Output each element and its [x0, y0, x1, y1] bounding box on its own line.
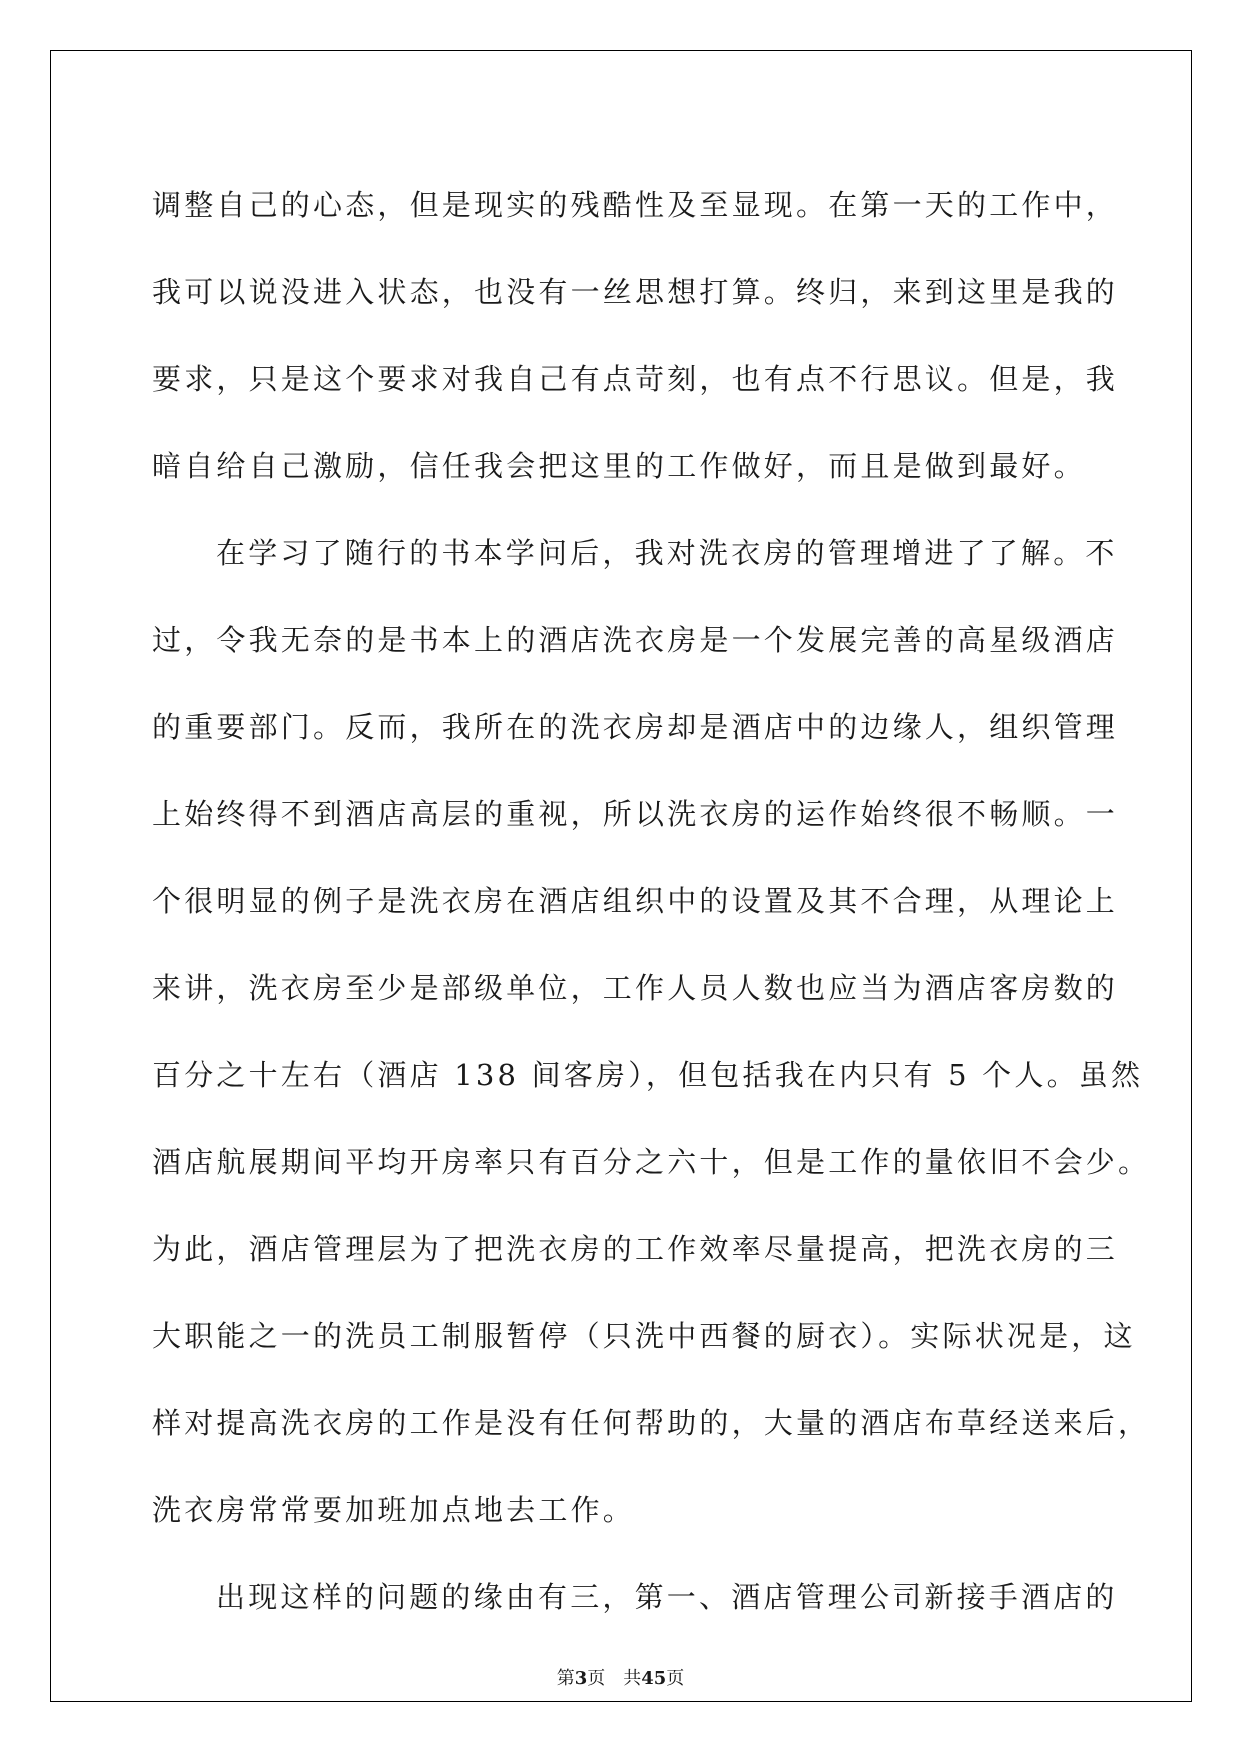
text-line: 要求，只是这个要求对我自己有点苛刻，也有点不行思议。但是，我: [152, 362, 1119, 396]
page-number: 3: [574, 1668, 588, 1689]
text-line: 的重要部门。反而，我所在的洗衣房却是酒店中的边缘人，组织管理: [152, 710, 1119, 744]
text-line: 来讲，洗衣房至少是部级单位，工作人员人数也应当为酒店客房数的: [152, 971, 1119, 1005]
text-line: 调整自己的心态，但是现实的残酷性及至显现。在第一天的工作中，: [152, 188, 1119, 222]
total-prefix: 共: [623, 1668, 642, 1689]
page-prefix: 第: [556, 1668, 575, 1689]
text-line: 百分之十左右（酒店 138 间客房），但包括我在内只有 5 个人。虽然: [152, 1058, 1144, 1092]
text-line-paragraph-start: 在学习了随行的书本学问后，我对洗衣房的管理增进了了解。不: [216, 536, 1118, 570]
text-line: 大职能之一的洗员工制服暂停（只洗中西餐的厨衣）。实际状况是，这: [152, 1319, 1136, 1353]
text-line: 我可以说没进入状态，也没有一丝思想打算。终归，来到这里是我的: [152, 275, 1119, 309]
text-line: 洗衣房常常要加班加点地去工作。: [152, 1493, 636, 1527]
text-line: 为此，酒店管理层为了把洗衣房的工作效率尽量提高，把洗衣房的三: [152, 1232, 1119, 1266]
text-line: 酒店航展期间平均开房率只有百分之六十，但是工作的量依旧不会少。: [152, 1145, 1151, 1179]
text-line: 暗自给自己激励，信任我会把这里的工作做好，而且是做到最好。: [152, 449, 1086, 483]
text-line-paragraph-start: 出现这样的问题的缘由有三，第一、酒店管理公司新接手酒店的: [216, 1580, 1118, 1614]
total-pages: 45: [641, 1668, 667, 1689]
page-suffix: 页: [587, 1668, 606, 1689]
text-line: 上始终得不到酒店高层的重视，所以洗衣房的运作始终很不畅顺。一: [152, 797, 1119, 831]
text-line: 个很明显的例子是洗衣房在酒店组织中的设置及其不合理，从理论上: [152, 884, 1119, 918]
page-footer: [0, 1667, 1241, 1691]
text-line: 过，令我无奈的是书本上的酒店洗衣房是一个发展完善的高星级酒店: [152, 623, 1119, 657]
total-suffix: 页: [666, 1668, 685, 1689]
text-line: 样对提高洗衣房的工作是没有任何帮助的，大量的酒店布草经送来后，: [152, 1406, 1151, 1440]
document-body: [152, 162, 1151, 1641]
